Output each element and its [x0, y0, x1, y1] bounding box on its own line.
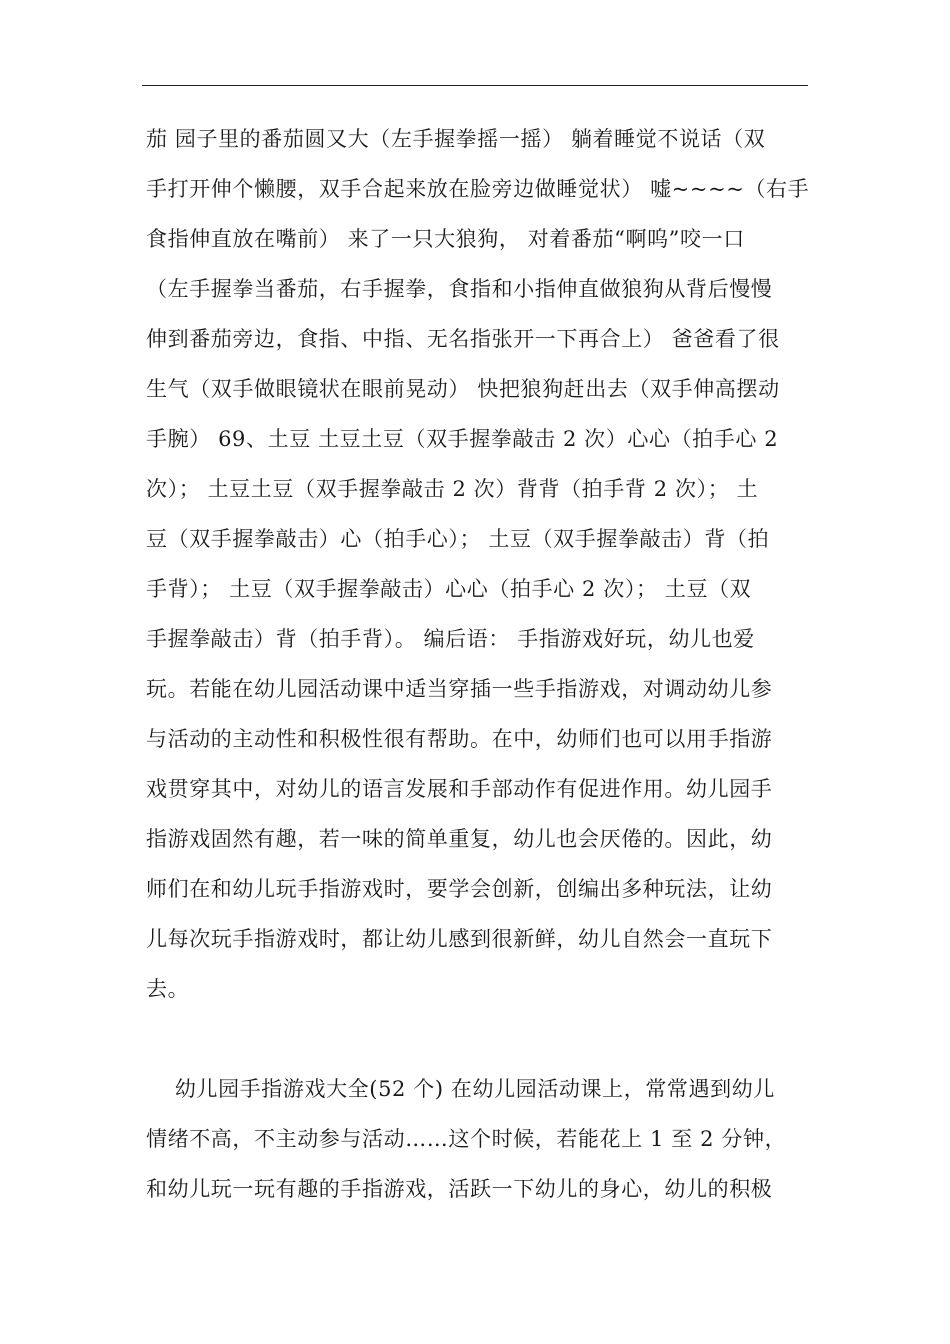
text-line: 去。 [146, 977, 190, 1001]
body-paragraph-1 [146, 114, 810, 1014]
text-line: 生气（双手做眼镜状在眼前晃动） 快把狼狗赶出去（双手伸高摆动 [146, 377, 780, 401]
text-line: 情绪不高，不主动参与活动……这个时候，若能花上 1 至 2 分钟， [146, 1127, 787, 1151]
text-line: 指游戏固然有趣，若一味的简单重复，幼儿也会厌倦的。因此，幼 [146, 827, 773, 851]
text-line: 手握拳敲击）背（拍手背）。 编后语： 手指游戏好玩，幼儿也爱 [146, 627, 755, 651]
text-line: 和幼儿玩一玩有趣的手指游戏，活跃一下幼儿的身心，幼儿的积极 [146, 1177, 773, 1201]
text-line: 手背）； 土豆（双手握拳敲击）心心（拍手心 2 次）； 土豆（双 [146, 577, 752, 601]
text-line: 儿每次玩手指游戏时，都让幼儿感到很新鲜，幼儿自然会一直玩下 [146, 927, 773, 951]
text-line: 师们在和幼儿玩手指游戏时，要学会创新，创编出多种玩法，让幼 [146, 877, 773, 901]
text-line: 与活动的主动性和积极性很有帮助。在中，幼师们也可以用手指游 [146, 727, 773, 751]
text-line: 幼儿园手指游戏大全(52 个) 在幼儿园活动课上，常常遇到幼儿 [146, 1077, 775, 1101]
text-line: 玩。若能在幼儿园活动课中适当穿插一些手指游戏，对调动幼儿参 [146, 677, 773, 701]
header-rule [142, 85, 808, 86]
text-line: （左手握拳当番茄，右手握拳，食指和小指伸直做狼狗从背后慢慢 [146, 277, 773, 301]
text-line: 伸到番茄旁边，食指、中指、无名指张开一下再合上） 爸爸看了很 [146, 327, 780, 351]
text-line: 手打开伸个懒腰，双手合起来放在脸旁边做睡觉状） 嘘~~~~（右手 [146, 177, 810, 201]
text-line: 手腕） 69、土豆 土豆土豆（双手握拳敲击 2 次）心心（拍手心 2 [146, 427, 779, 451]
body-paragraph-2 [146, 1064, 806, 1214]
text-line: 茄 园子里的番茄圆又大（左手握拳摇一摇） 躺着睡觉不说话（双 [146, 127, 766, 151]
text-line: 食指伸直放在嘴前） 来了一只大狼狗， 对着番茄“啊呜”咬一口 [146, 227, 745, 251]
text-line: 戏贯穿其中，对幼儿的语言发展和手部动作有促进作用。幼儿园手 [146, 777, 773, 801]
text-line: 次）； 土豆土豆（双手握拳敲击 2 次）背背（拍手背 2 次）； 土 [146, 477, 759, 501]
text-line: 豆（双手握拳敲击）心（拍手心）； 土豆（双手握拳敲击）背（拍 [146, 527, 770, 551]
